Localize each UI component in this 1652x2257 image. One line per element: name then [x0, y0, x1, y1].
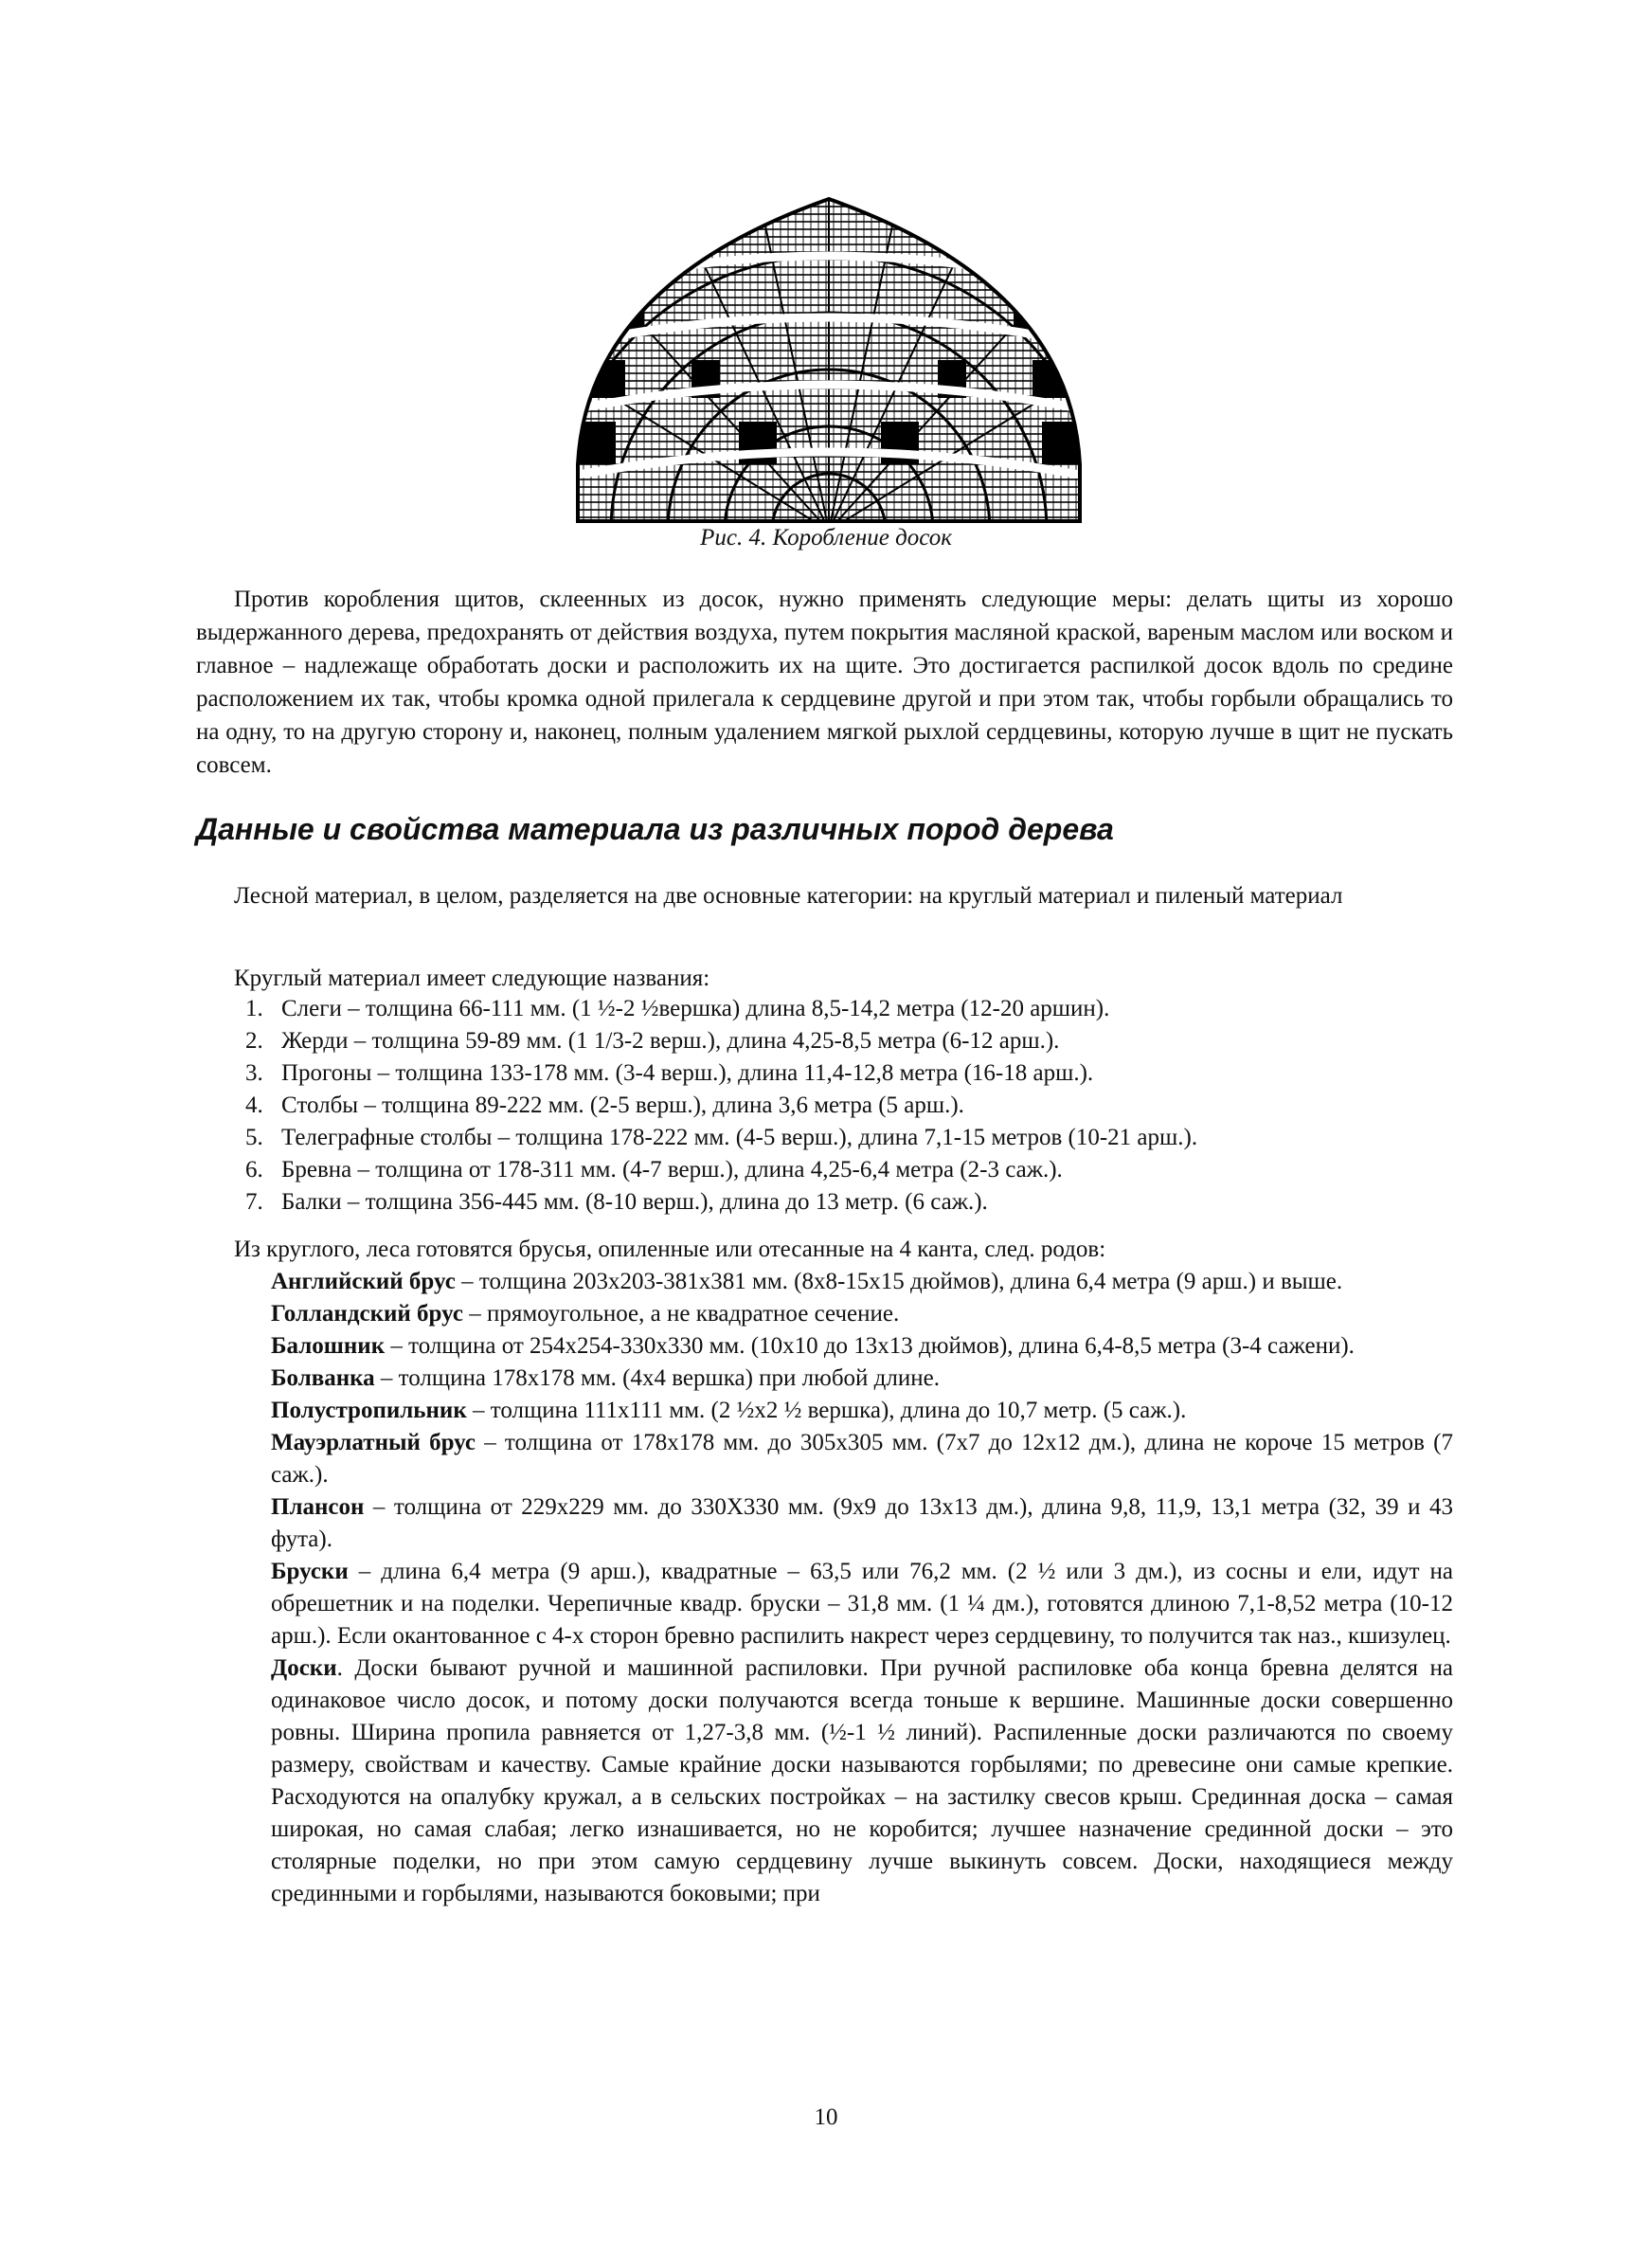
list-item: 1. Слеги – толщина 66-111 мм. (1 ½-2 ½вершка) длина 8,5-14,2 метра (12-20 аршин). — [245, 996, 1110, 1021]
page-number: 10 — [814, 2104, 838, 2130]
beam-term: Болванка — [271, 1365, 375, 1391]
list-item: 2. Жерди – толщина 59-89 мм. (1 1/3-2 верш.), длина 4,25-8,5 метра (6-12 арш.). — [245, 1028, 1060, 1054]
warped-boards-figure — [549, 180, 1108, 540]
section-heading: Данные и свойства материала из различных пород дерева — [196, 812, 1114, 846]
beam-term: Бруски — [271, 1559, 349, 1584]
list-item: 6. Бревна – толщина от 178-311 мм. (4-7 верш.), длина 4,25-6,4 метра (2-3 саж.). — [245, 1157, 1063, 1183]
beam-entry-english: Английский брус – толщина 203х203-381х381 мм. (8х8-15х15 дюймов), длина 6,4 метра (9 арш.) и выше. — [271, 1269, 1343, 1294]
lead-paragraph: Лесной материал, в целом, разделяется на две основные категории: на круглый материал и пиленый материал — [234, 883, 1343, 909]
beam-entry-baloshnik: Балошник – толщина от 254х254-330х330 мм. (10х10 до 13х13 дюймов), длина 6,4-8,5 метра (3-4 сажени). — [271, 1333, 1355, 1359]
beam-entry-polustropilnik: Полустропильник – толщина 111х111 мм. (2 ½х2 ½ вершка), длина до 10,7 метр. (5 саж.). — [271, 1398, 1187, 1423]
beam-term: Полустропильник — [271, 1398, 467, 1423]
beams-intro: Из круглого, леса готовятся брусья, опиленные или отесанные на 4 канта, след. родов: — [234, 1237, 1106, 1262]
beam-entry-bolvanka: Болванка – толщина 178х178 мм. (4х4 вершка) при любой длине. — [271, 1365, 940, 1391]
list-item: 5. Телеграфные столбы – толщина 178-222 мм. (4-5 верш.), длина 7,1-15 метров (10-21 арш.). — [245, 1125, 1198, 1150]
beam-term: Голландский брус — [271, 1301, 463, 1327]
beam-term: Балошник — [271, 1333, 386, 1359]
beam-entry-dutch: Голландский брус – прямоугольное, а не квадратное сечение. — [271, 1301, 900, 1327]
list-item: 4. Столбы – толщина 89-222 мм. (2-5 верш.), длина 3,6 метра (5 арш.). — [245, 1092, 964, 1118]
warped-boards-illustration — [549, 180, 1108, 540]
beam-term: Мауэрлатный брус — [271, 1430, 476, 1455]
figure-caption: Рис. 4. Коробление досок — [700, 525, 952, 551]
round-material-list — [234, 993, 1456, 1219]
beam-term: Доски — [271, 1655, 337, 1681]
list-item: 7. Балки – толщина 356-445 мм. (8-10 верш.), длина до 13 метр. (6 саж.). — [245, 1189, 988, 1215]
beam-entry-mauerlat: Мауэрлатный брус – толщина от 178х178 мм. до 305х305 мм. (7х7 до 12х12 дм.), длина не короче 15 метров (7 саж.). — [271, 1430, 1453, 1488]
intro-paragraph: Против коробления щитов, склеенных из досок, нужно применять следующие меры: делать щиты из хорошо выдержанного дерева, предохранять от действия воздуха, путем покрытия масляной краской, вареным маслом или воском и главное – надлежаще обработать доски и расположить их на щите. Это достигается распилкой досок вдоль по средине расположением их так, чтобы кромка одной прилегала к сердцевине другой и при этом так, чтобы горбыли обращались то на одну, то на другую сторону и, наконец, полным удалением мягкой рыхлой сердцевины, которую лучше в щит не пускать совсем. — [196, 587, 1453, 778]
round-material-intro: Круглый материал имеет следующие названия: — [234, 966, 710, 991]
beam-term: Английский брус — [271, 1269, 456, 1294]
list-item: 3. Прогоны – толщина 133-178 мм. (3-4 верш.), длина 11,4-12,8 метра (16-18 арш.). — [245, 1060, 1094, 1086]
beam-term: Плансон — [271, 1494, 365, 1520]
beam-entry-planson: Плансон – толщина от 229х229 мм. до 330Х330 мм. (9х9 до 13х13 дм.), длина 9,8, 11,9, 13,1 метра (32, 39 и 43 фута). — [271, 1494, 1453, 1552]
beam-entry-doski: Доски. Доски бывают ручной и машинной распиловки. При ручной распиловке оба конца бревна делятся на одинаковое число досок, и потому доски получаются всегда тоньше к вершине. Машинные доски совершенно ровны. Ширина пропила равняется от 1,27-3,8 мм. (½-1 ½ линий). Распиленные доски различаются по своему размеру, свойствам и качеству. Самые крайние доски называются горбылями; по древесине они самые крепкие. Расходуются на опалубку кружал, а в сельских постройках – на застилку свесов крыш. Срединная доска – самая широкая, но самая слабая; легко изнашивается, но не коробится; лучшее назначение срединной доски – это столярные поделки, но при этом самую сердцевину лучше выкинуть совсем. Доски, находящиеся между срединными и горбылями, называются боковыми; при — [271, 1655, 1453, 1906]
beams-list — [271, 1266, 1453, 1910]
beam-entry-bruski: Бруски – длина 6,4 метра (9 арш.), квадратные – 63,5 или 76,2 мм. (2 ½ или 3 дм.), из сосны и ели, идут на обрешетник и на поделки. Черепичные квадр. бруски – 31,8 мм. (1 ¼ дм.), готовятся длиною 7,1-8,52 метра (10-12 арш.). Если окантованное с 4-х сторон бревно распилить накрест через сердцевину, то получится так наз., кшизулец. — [271, 1559, 1453, 1649]
